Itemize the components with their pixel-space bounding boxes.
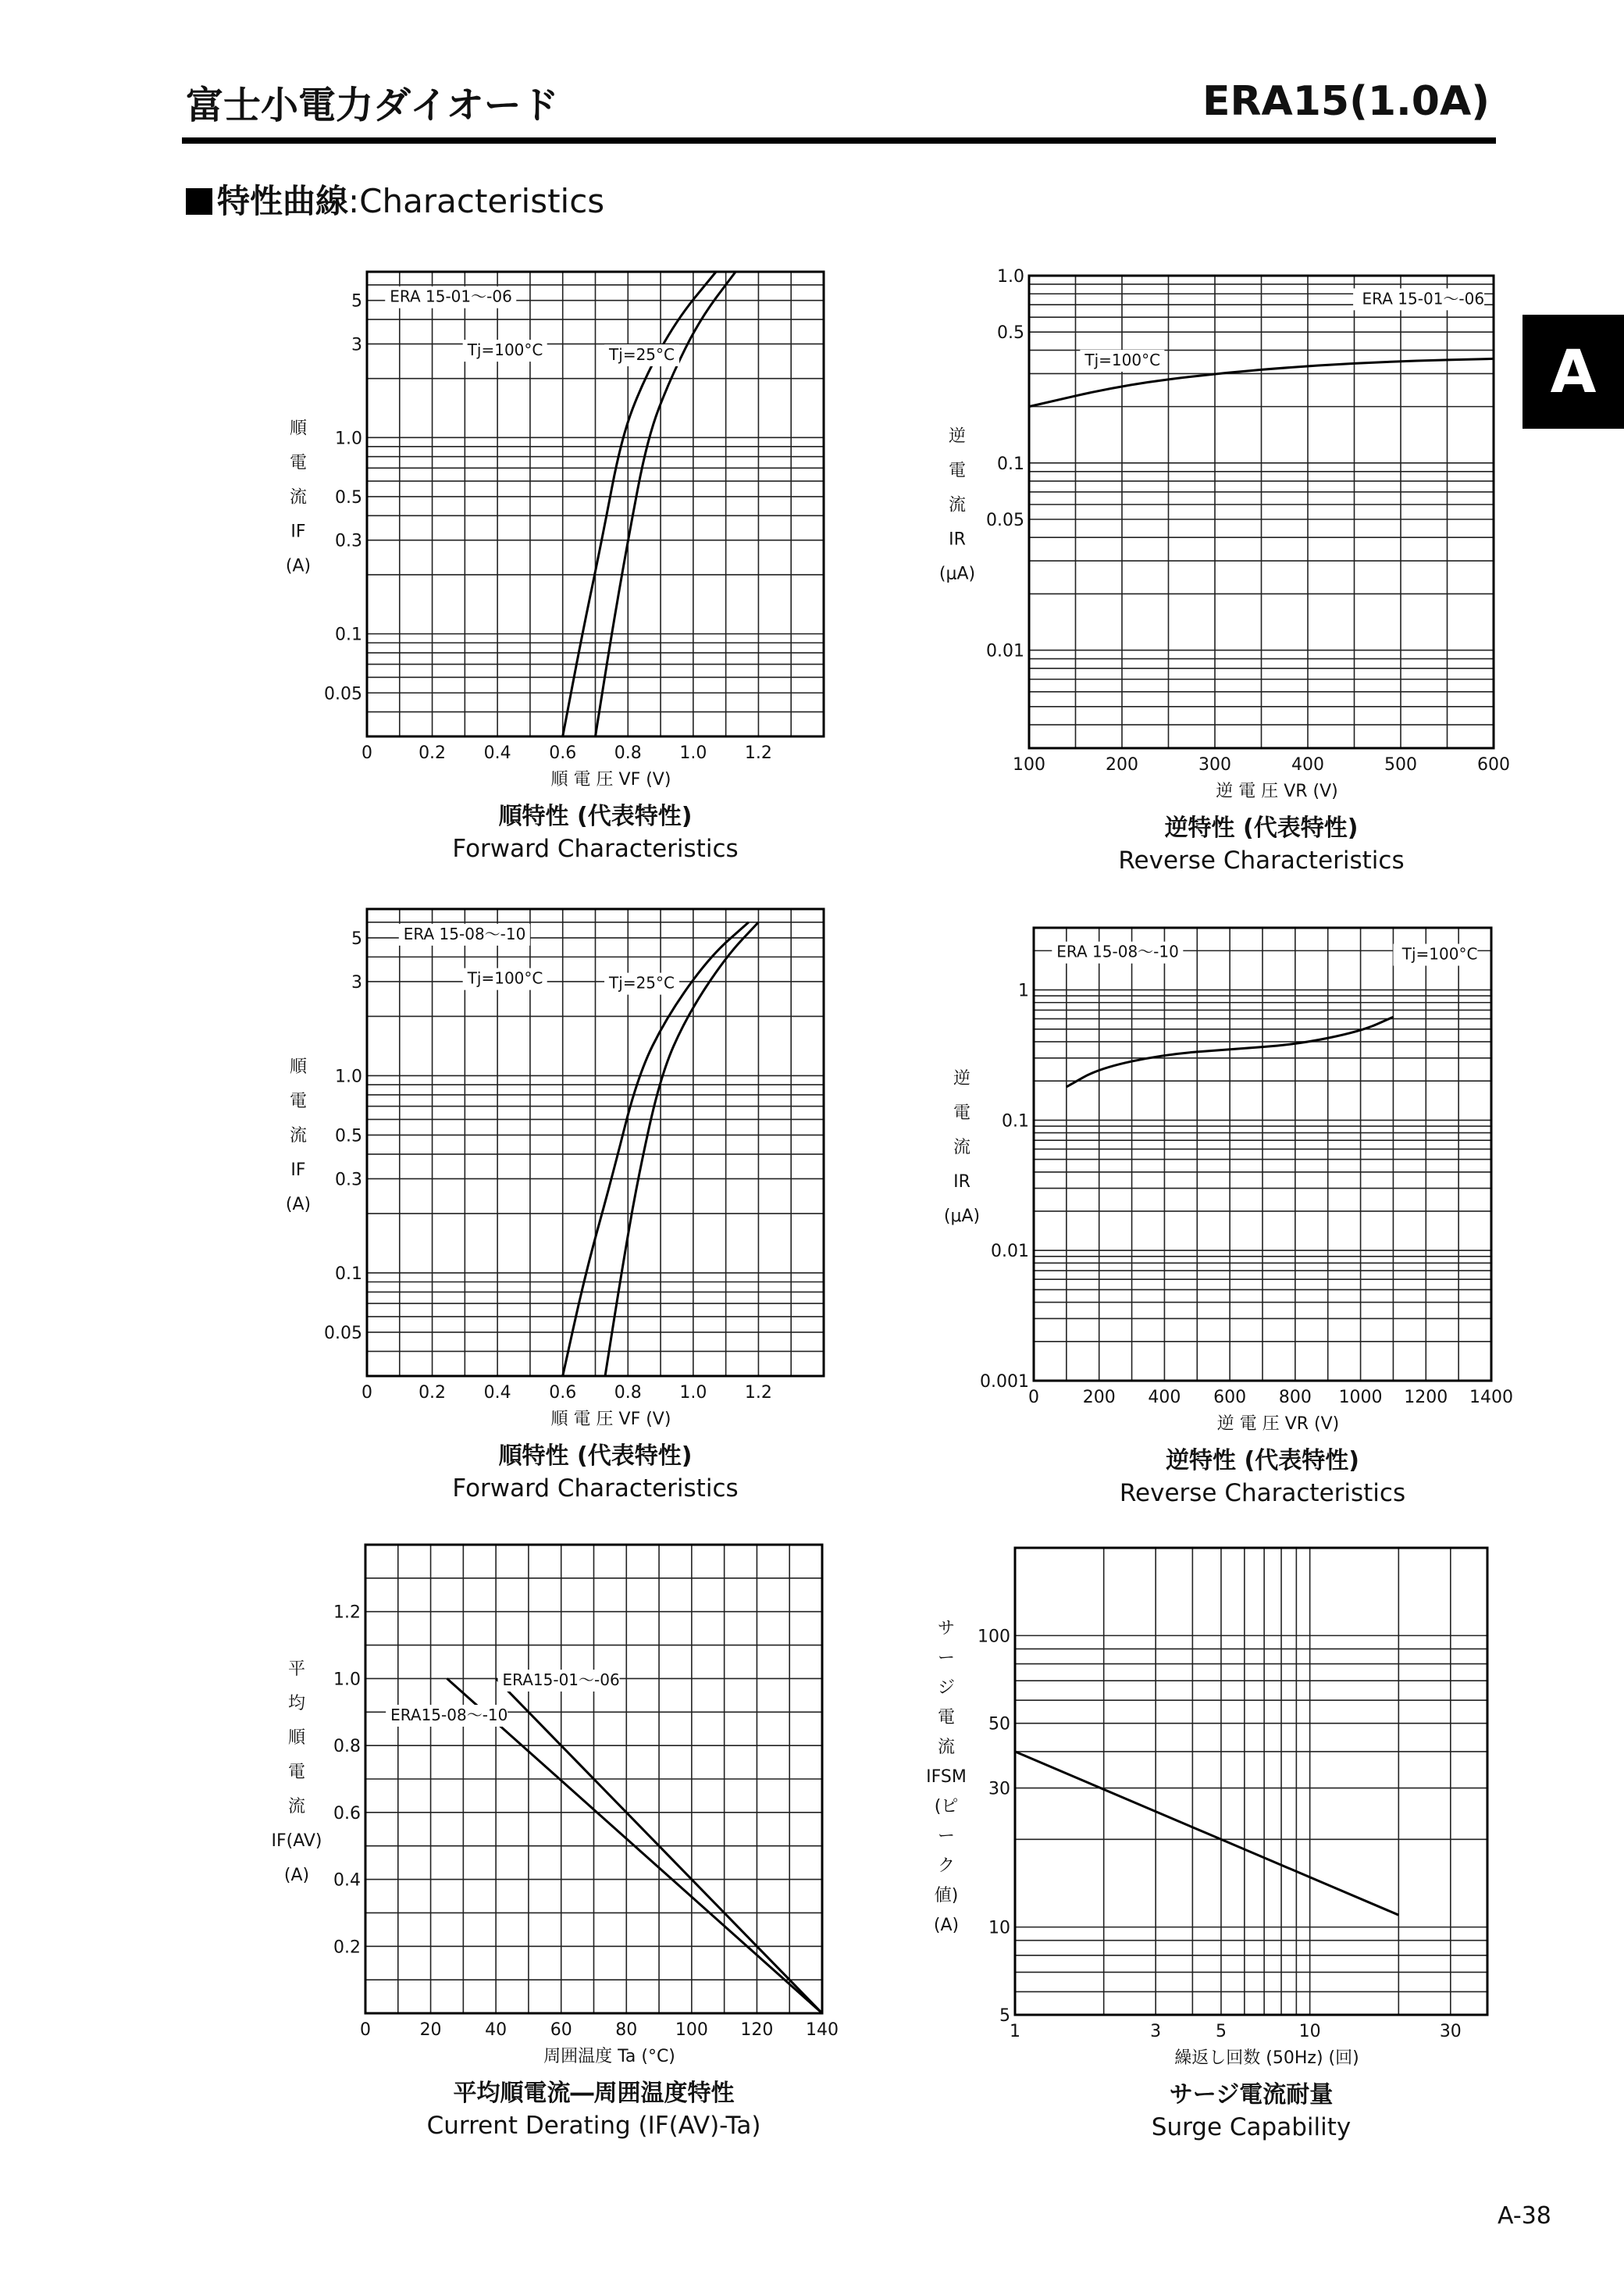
y-axis-label-part: サ: [937, 1619, 956, 1638]
x-tick-label: 100: [675, 2020, 708, 2040]
y-axis-label-part: 流: [287, 1797, 306, 1816]
annotation-label: ERA 15-08～-10: [1056, 942, 1179, 961]
chart-svg: [921, 258, 1530, 875]
chart-svg: [921, 1531, 1530, 2148]
x-tick-label: 400: [1148, 1388, 1181, 1407]
x-axis-label: 逆 電 圧 VR (V): [1216, 1414, 1340, 1434]
grid: [367, 909, 824, 1376]
grid: [1034, 928, 1491, 1381]
annotation-label: ERA15-01～-06: [502, 1670, 620, 1689]
x-tick-label: 600: [1213, 1388, 1247, 1407]
x-axis-label: 周囲温度 Ta (°C): [543, 2047, 675, 2066]
y-tick-label: 0.05: [324, 1323, 362, 1343]
y-axis-label-part: (A): [933, 1916, 960, 1935]
y-tick-label: 0.3: [335, 1170, 362, 1190]
y-axis-label-part: ー: [937, 1649, 956, 1668]
annotation-label: Tj=25°C: [609, 345, 675, 365]
y-tick-label: 1: [1018, 981, 1029, 1001]
x-tick-label: 0.4: [483, 743, 511, 763]
chart-title-en: Forward Characteristics: [452, 835, 739, 863]
section-title: [186, 176, 604, 223]
chart-svg: [285, 258, 843, 875]
x-tick-label: 0.6: [549, 743, 577, 763]
chart-forward-01-06: [285, 258, 843, 875]
y-tick-label: 0.1: [1002, 1111, 1029, 1132]
y-tick-label: 0.001: [980, 1372, 1029, 1392]
section-tab: A: [1522, 315, 1624, 429]
section-title-en: Characteristics: [359, 182, 605, 220]
chart-svg: [285, 898, 843, 1511]
annotation-label: Tj=100°C: [1084, 350, 1161, 369]
y-tick-label: 0.8: [333, 1737, 361, 1757]
y-axis-label-part: ク: [937, 1856, 956, 1876]
x-tick-label: 120: [740, 2020, 774, 2040]
y-tick-label: 5: [351, 929, 362, 949]
y-axis-label: [939, 427, 975, 584]
x-tick-label: 0.2: [418, 743, 447, 763]
y-axis-label-part: 流: [953, 1138, 971, 1157]
x-tick-label: 400: [1291, 755, 1324, 775]
chart-forward-08-10: [285, 898, 843, 1511]
x-tick-label: 0: [361, 743, 372, 763]
y-axis-label-part: 電: [289, 453, 308, 473]
y-tick-label: 0.6: [333, 1803, 361, 1823]
y-tick-label: 5: [999, 2006, 1010, 2026]
x-axis-label: 逆 電 圧 VR (V): [1216, 782, 1338, 801]
chart-svg: [921, 914, 1530, 1519]
y-axis-label-part: IF(AV): [271, 1831, 322, 1851]
x-axis-label: 順 電 圧 VF (V): [550, 770, 671, 790]
chart-title-en: Reverse Characteristics: [1118, 847, 1405, 875]
y-tick-label: 10: [988, 1918, 1010, 1938]
annotation-label: Tj=100°C: [467, 968, 543, 988]
x-tick-label: 0.6: [549, 1383, 577, 1403]
chart-svg: [271, 1531, 843, 2140]
grid: [367, 272, 824, 736]
x-tick-label: 0.4: [483, 1383, 511, 1403]
y-tick-label: 3: [351, 335, 362, 355]
annotation-label: ERA 15-01～-06: [1362, 289, 1485, 308]
x-tick-label: 1.2: [744, 1383, 772, 1403]
x-tick-label: 1400: [1469, 1388, 1513, 1407]
chart-surge-capability: [921, 1531, 1530, 2148]
y-tick-label: 0.5: [335, 1126, 362, 1146]
y-axis-label-part: IFSM: [926, 1767, 967, 1787]
annotation-label: Tj=25°C: [609, 973, 675, 993]
x-tick-label: 0.8: [614, 1383, 642, 1403]
x-tick-label: 10: [1298, 2022, 1321, 2041]
y-tick-label: 0.05: [324, 684, 362, 704]
y-axis-label-part: 電: [953, 1103, 971, 1123]
y-axis-label-part: 値): [934, 1886, 959, 1905]
y-tick-label: 0.2: [333, 1938, 361, 1958]
header-title: 富士小電力ダイオード: [186, 84, 559, 127]
y-tick-label: 3: [351, 972, 362, 993]
section-title-sep: :: [348, 182, 360, 220]
y-axis-label-part: (A): [285, 556, 312, 576]
y-axis-label-part: IR: [953, 1172, 970, 1192]
page-number: A-38: [1498, 2202, 1551, 2230]
chart-current-derating: [271, 1531, 843, 2140]
chart-title-jp: 平均順電流―周囲温度特性: [453, 2080, 735, 2107]
chart-title-en: Forward Characteristics: [452, 1474, 739, 1503]
y-axis-label-part: 電: [289, 1092, 308, 1111]
y-axis-label-part: IF: [290, 1160, 306, 1180]
x-tick-label: 200: [1082, 1388, 1116, 1407]
x-tick-label: 60: [550, 2020, 572, 2040]
annotation-label: Tj=100°C: [467, 340, 543, 360]
y-tick-label: 1.0: [335, 429, 362, 449]
y-axis-label-part: 電: [948, 461, 967, 481]
y-tick-label: 100: [978, 1627, 1010, 1647]
series-line: [1015, 1752, 1398, 1915]
y-tick-label: 0.1: [335, 625, 362, 645]
y-tick-label: 0.5: [335, 487, 362, 508]
y-axis-label-part: 順: [289, 419, 308, 439]
y-axis-label: [271, 1659, 322, 1885]
y-axis-label-part: 平: [287, 1659, 306, 1679]
x-tick-label: 200: [1106, 755, 1138, 775]
chart-reverse-01-06: [921, 258, 1530, 875]
x-tick-label: 300: [1198, 755, 1231, 775]
x-tick-label: 500: [1384, 755, 1417, 775]
annotation-label: ERA 15-01～-06: [390, 287, 512, 306]
x-tick-label: 80: [615, 2020, 638, 2040]
x-tick-label: 1.2: [744, 743, 772, 763]
y-axis-label-part: 流: [948, 495, 967, 515]
section-title-jp: 特性曲線: [217, 182, 349, 220]
y-tick-label: 1.0: [997, 267, 1024, 287]
y-axis-label-part: 逆: [953, 1069, 971, 1089]
x-tick-label: 1000: [1338, 1388, 1383, 1407]
x-tick-label: 0.8: [614, 743, 642, 763]
x-tick-label: 0: [361, 1383, 372, 1403]
x-tick-label: 800: [1278, 1388, 1312, 1407]
x-tick-label: 1200: [1404, 1388, 1448, 1407]
chart-title-en: Surge Capability: [1151, 2113, 1352, 2141]
x-tick-label: 30: [1439, 2022, 1462, 2041]
chart-title-jp: 逆特性 (代表特性): [1164, 815, 1359, 842]
y-axis-label-part: (A): [285, 1195, 312, 1214]
header-rule: [182, 137, 1496, 144]
y-axis-label-part: ー: [937, 1827, 956, 1846]
x-tick-label: 5: [1215, 2022, 1227, 2041]
y-tick-label: 30: [988, 1779, 1010, 1799]
y-axis-label-part: 順: [287, 1728, 306, 1748]
y-tick-label: 0.1: [335, 1264, 362, 1284]
y-axis-label-part: ジ: [937, 1678, 956, 1698]
y-axis-label: [286, 419, 311, 576]
y-axis-label: [286, 1057, 311, 1214]
y-axis-label-part: (ピ: [934, 1797, 959, 1816]
x-tick-label: 3: [1150, 2022, 1162, 2041]
x-axis-label: 順 電 圧 VF (V): [550, 1410, 671, 1429]
y-tick-label: 0.05: [986, 510, 1024, 530]
x-tick-label: 0: [1028, 1388, 1039, 1407]
x-tick-label: 0.2: [418, 1383, 447, 1403]
y-axis-label: [944, 1069, 980, 1226]
chart-title-jp: 順特性 (代表特性): [498, 803, 693, 830]
y-tick-label: 0.1: [997, 454, 1024, 474]
x-tick-label: 40: [485, 2020, 508, 2040]
y-axis-label-part: (A): [283, 1866, 310, 1885]
chart-title-jp: サージ電流耐量: [1169, 2081, 1334, 2109]
x-tick-label: 1: [1010, 2022, 1020, 2041]
x-tick-label: 140: [806, 2020, 839, 2040]
y-axis-label-part: IF: [290, 522, 306, 542]
y-axis-label-part: 順: [289, 1057, 308, 1077]
chart-title-jp: 逆特性 (代表特性): [1166, 1447, 1359, 1474]
chart-reverse-08-10: [921, 914, 1530, 1519]
y-tick-label: 50: [988, 1714, 1010, 1734]
header-model: ERA15(1.0A): [1202, 78, 1490, 125]
y-axis-label-part: (μA): [943, 1207, 981, 1226]
y-axis-label-part: 電: [287, 1763, 306, 1782]
y-axis-label-part: 流: [937, 1738, 956, 1757]
y-axis-label-part: 均: [287, 1694, 306, 1713]
x-tick-label: 600: [1477, 755, 1510, 775]
x-tick-label: 1.0: [679, 743, 707, 763]
y-tick-label: 1.2: [333, 1602, 361, 1623]
bullet-square-icon: [186, 188, 212, 215]
y-tick-label: 0.3: [335, 531, 362, 551]
y-axis-label-part: 流: [289, 1126, 308, 1146]
y-tick-label: 0.01: [986, 641, 1024, 661]
y-tick-label: 0.5: [997, 323, 1024, 344]
x-tick-label: 100: [1013, 755, 1045, 775]
y-axis-label-part: (μA): [938, 564, 976, 584]
x-axis-label: 繰返し回数 (50Hz) (回): [1174, 2048, 1359, 2068]
y-tick-label: 5: [351, 291, 362, 312]
y-tick-label: 0.4: [333, 1870, 361, 1891]
x-tick-label: 20: [419, 2020, 442, 2040]
x-tick-label: 1.0: [679, 1383, 707, 1403]
y-axis-label-part: 電: [937, 1708, 956, 1727]
y-tick-label: 1.0: [335, 1067, 362, 1087]
annotation-label: ERA15-08～-10: [390, 1706, 508, 1724]
chart-title-en: Current Derating (IF(AV)-Ta): [426, 2112, 761, 2140]
y-axis-label-part: 逆: [948, 426, 967, 447]
x-tick-label: 0: [360, 2020, 371, 2040]
chart-title-jp: 順特性 (代表特性): [498, 1442, 693, 1470]
y-axis-label-part: 流: [289, 487, 308, 508]
y-tick-label: 1.0: [333, 1670, 361, 1690]
y-axis-label: [926, 1619, 967, 1935]
grid: [1029, 276, 1494, 748]
annotation-label: Tj=100°C: [1401, 944, 1478, 964]
chart-title-en: Reverse Characteristics: [1119, 1479, 1406, 1507]
y-axis-label-part: IR: [949, 529, 966, 550]
annotation-label: ERA 15-08～-10: [403, 924, 526, 943]
y-tick-label: 0.01: [991, 1242, 1029, 1262]
